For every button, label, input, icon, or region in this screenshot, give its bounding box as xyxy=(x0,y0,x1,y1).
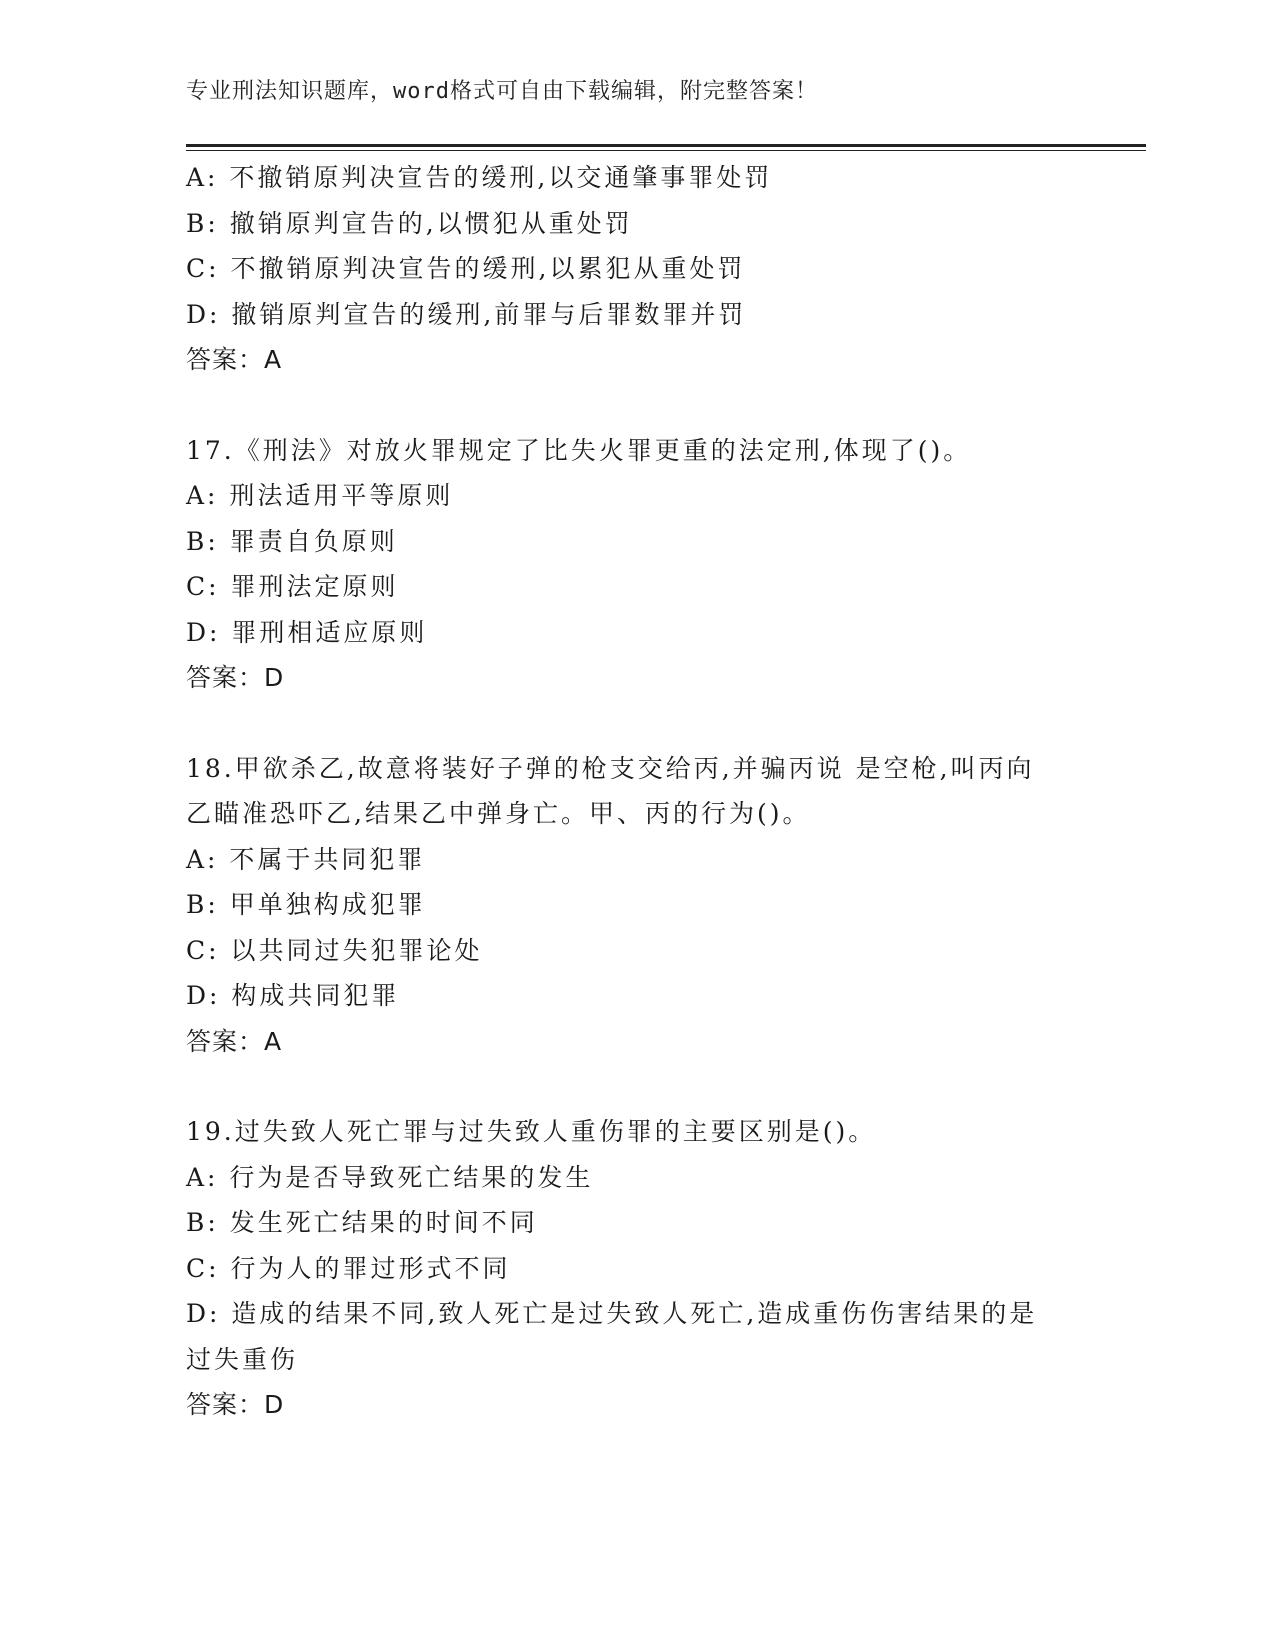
option-b: B: 撤销原判宣告的,以惯犯从重处罚 xyxy=(186,208,633,238)
option-a: A: 不撤销原判决宣告的缓刑,以交通肇事罪处罚 xyxy=(186,163,773,192)
option-d: D: 造成的结果不同,致人死亡是过失致人死亡,造成重伤伤害结果的是 xyxy=(186,1299,1038,1328)
option-d: D: 构成共同犯罪 xyxy=(186,981,400,1010)
answer: 答案：A xyxy=(186,1026,283,1056)
question-block-16-tail xyxy=(186,155,1146,383)
question-text: 17.《刑法》对放火罪规定了比失火罪更重的法定刑,体现了()。 xyxy=(186,435,972,465)
answer: 答案：A xyxy=(186,345,283,374)
question-block-17 xyxy=(186,428,1146,701)
question-block-19 xyxy=(186,1109,1146,1428)
option-a: A: 刑法适用平等原则 xyxy=(186,481,454,510)
answer: 答案：D xyxy=(186,1390,285,1419)
option-d: D: 撤销原判宣告的缓刑,前罪与后罪数罪并罚 xyxy=(186,299,747,329)
option-c: C: 行为人的罪过形式不同 xyxy=(186,1253,511,1283)
question-block-18 xyxy=(186,746,1146,1065)
answer: 答案：D xyxy=(186,663,285,692)
option-c: C: 不撤销原判决宣告的缓刑,以累犯从重处罚 xyxy=(186,254,746,283)
option-b: B: 甲单独构成犯罪 xyxy=(186,890,426,919)
question-text: 19.过失致人死亡罪与过失致人重伤罪的主要区别是()。 xyxy=(186,1117,877,1146)
option-b: B: 发生死亡结果的时间不同 xyxy=(186,1208,538,1237)
question-content xyxy=(186,155,1146,1473)
option-d-continued: 过失重伤 xyxy=(186,1344,299,1374)
option-c: C: 罪刑法定原则 xyxy=(186,572,399,601)
option-a: A: 行为是否导致死亡结果的发生 xyxy=(186,1162,594,1192)
header-rule-thin xyxy=(186,150,1146,151)
option-d: D: 罪刑相适应原则 xyxy=(186,617,428,647)
option-a: A: 不属于共同犯罪 xyxy=(186,844,426,874)
page-header: 专业刑法知识题库，word格式可自由下载编辑，附完整答案！ xyxy=(186,79,818,104)
question-text-continued: 乙瞄准恐吓乙,结果乙中弹身亡。甲、丙的行为()。 xyxy=(186,799,811,828)
header-rule-thick xyxy=(186,144,1146,147)
option-b: B: 罪责自负原则 xyxy=(186,526,398,556)
question-text: 18.甲欲杀乙,故意将装好子弹的枪支交给丙,并骗丙说 是空枪,叫丙向 xyxy=(186,753,1035,783)
option-c: C: 以共同过失犯罪论处 xyxy=(186,935,483,965)
